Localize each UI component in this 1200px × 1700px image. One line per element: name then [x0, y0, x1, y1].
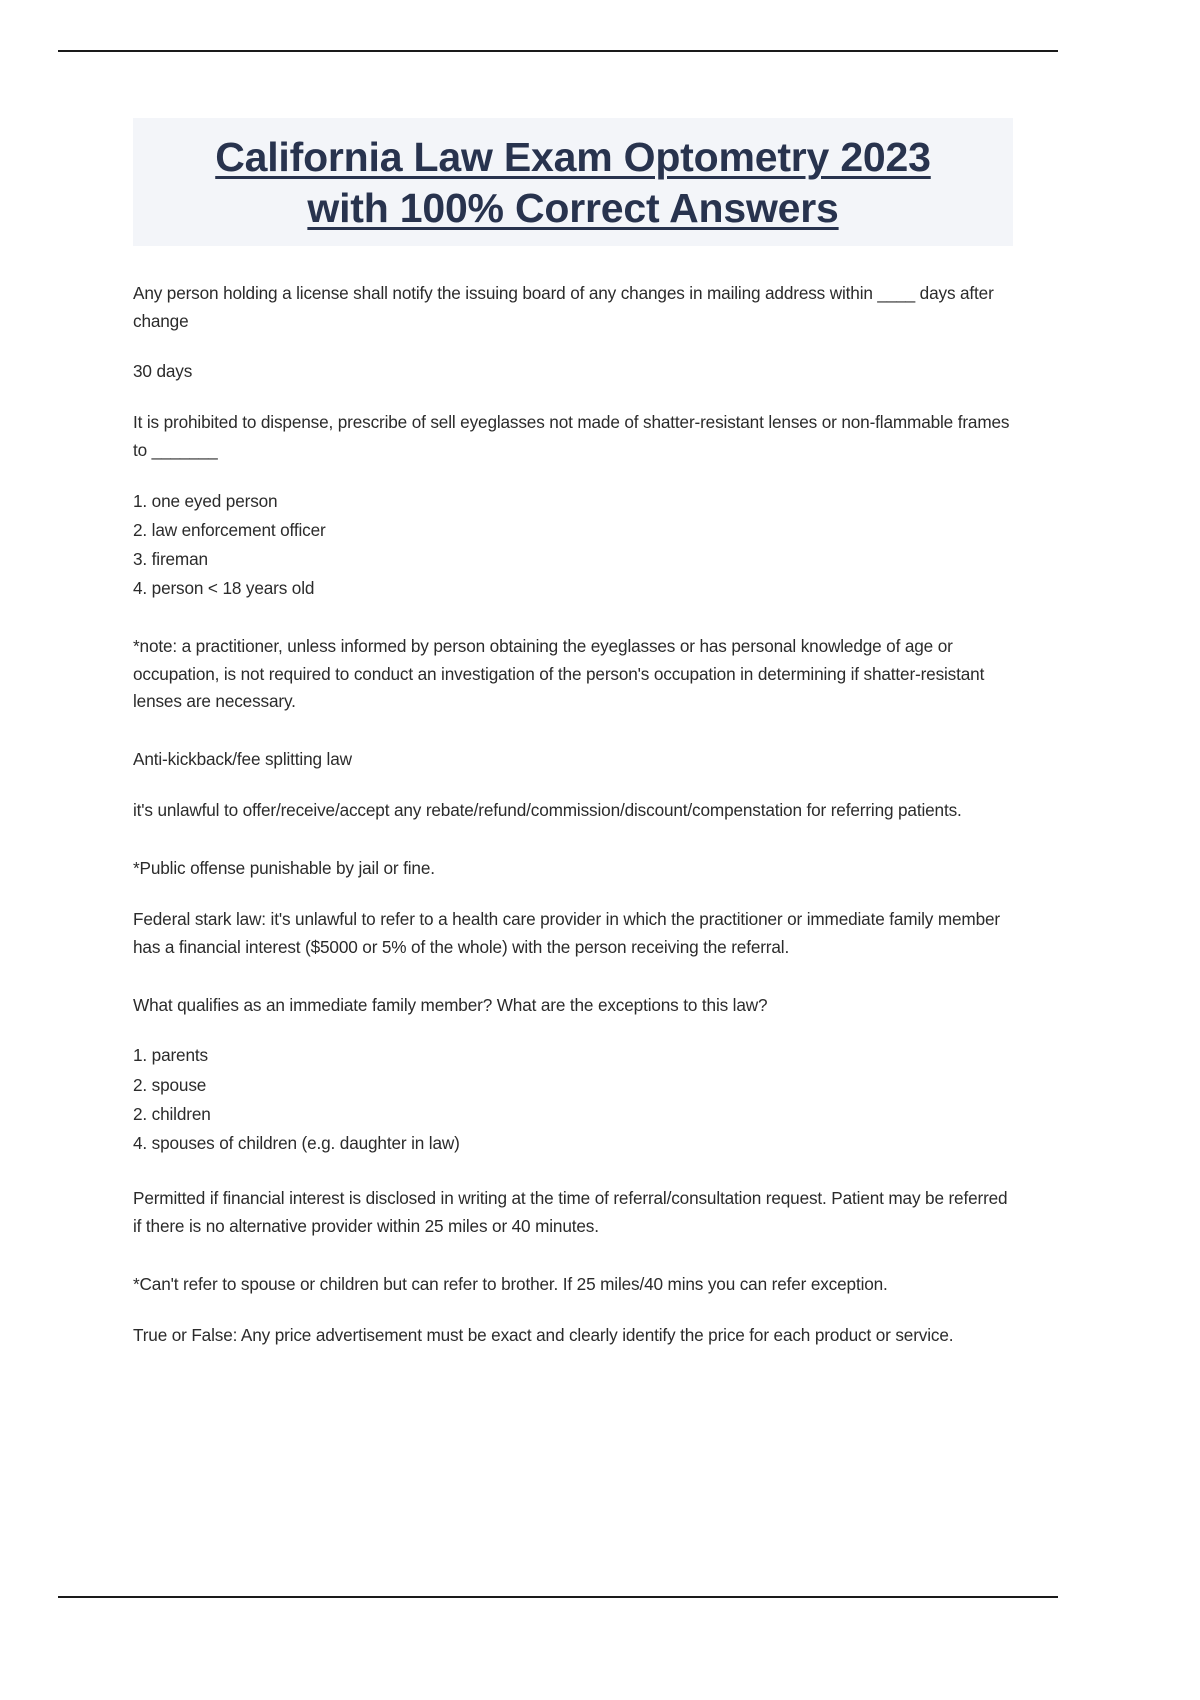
- note-1: *note: a practitioner, unless informed by person obtaining the eyeglasses or has personal knowledge of age or occupation, is not required to conduct an investigation of the person's occupation in determining if shatter-resistant lenses are necessary.: [133, 635, 985, 712]
- list-item: 2. law enforcement officer: [133, 520, 326, 541]
- note-3: *Can't refer to spouse or children but can refer to brother. If 25 miles/40 mins you can refer exception.: [133, 1273, 888, 1294]
- document-content: [133, 118, 1013, 1373]
- list-item: 4. spouses of children (e.g. daughter in law): [133, 1132, 460, 1153]
- list-item: 2. children: [133, 1103, 211, 1124]
- answer-1: 30 days: [133, 361, 193, 382]
- footer-divider: [58, 1596, 1058, 1598]
- answer-4: Permitted if financial interest is disclosed in writing at the time of referral/consultation request. Patient may be referred if there is no alternative provider within 25 miles or 40 minutes.: [133, 1188, 1008, 1236]
- answer-4-list: [133, 1042, 1013, 1157]
- title-line-1-text: California Law Exam Optometry 2023: [215, 134, 931, 180]
- answer-2-list: [133, 488, 1013, 603]
- list-item: 2. spouse: [133, 1074, 207, 1095]
- answer-3b: Federal stark law: it's unlawful to refer to a health care provider in which the practitioner or immediate family member has a financial interest ($5000 or 5% of the whole) with the person receiving the referral.: [133, 908, 1000, 957]
- question-5: True or False: Any price advertisement must be exact and clearly identify the price for each product or service.: [133, 1324, 954, 1345]
- document-title: [133, 118, 1013, 246]
- question-2: It is prohibited to dispense, prescribe of sell eyeglasses not made of shatter-resistant lenses or non-flammable frames to _______: [133, 412, 1010, 461]
- header-divider: [58, 50, 1058, 52]
- note-2: *Public offense punishable by jail or fine.: [133, 857, 435, 878]
- question-3: Anti-kickback/fee splitting law: [133, 749, 352, 770]
- question-1: Any person holding a license shall notify the issuing board of any changes in mailing address within ____ days after change: [133, 282, 994, 331]
- list-item: 4. person < 18 years old: [133, 578, 315, 599]
- title-line-2: [133, 183, 1013, 234]
- title-line-2-text: with 100% Correct Answers: [307, 184, 839, 231]
- list-item: 1. one eyed person: [133, 490, 278, 511]
- list-item: 1. parents: [133, 1045, 208, 1066]
- list-item: 3. fireman: [133, 549, 208, 570]
- answer-3: it's unlawful to offer/receive/accept any rebate/refund/commission/discount/compenstation for referring patients.: [133, 800, 962, 821]
- title-line-1: [133, 132, 1013, 183]
- question-4: What qualifies as an immediate family member? What are the exceptions to this law?: [133, 994, 768, 1015]
